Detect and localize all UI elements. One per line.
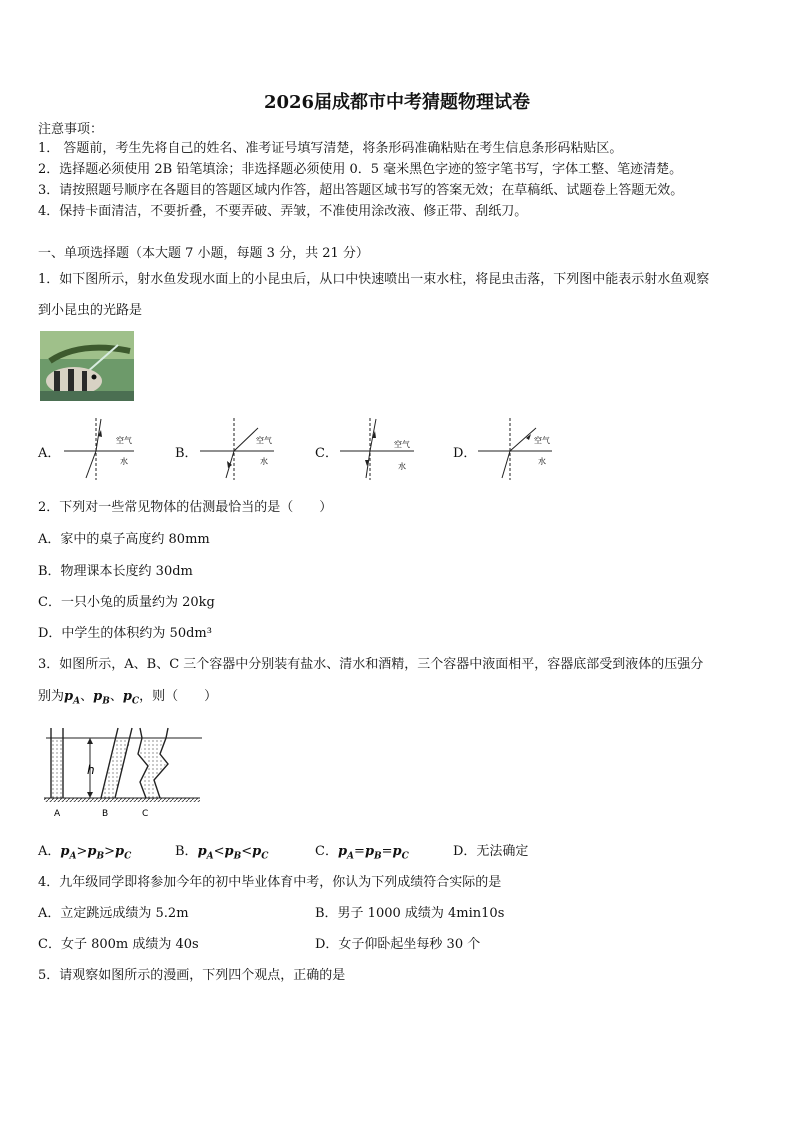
q4-option-d: D．女子仰卧起坐每秒 30 个 xyxy=(315,937,481,952)
q4-option-b: B．男子 1000 成绩为 4min10s xyxy=(315,906,505,921)
notice-item-4: 4．保持卡面清洁，不要折叠，不要弄破、弄皱，不准使用涂改液、修正带、刮纸刀。 xyxy=(38,204,528,219)
q3-option-b: B．$p_A<p_B<p_C$ xyxy=(175,844,269,862)
q1-option-b-label: B． xyxy=(175,446,198,461)
q3-option-a: A．$p_A>p_B>p_C$ xyxy=(38,844,132,862)
q2-option-d: D．中学生的体积约为 50dm³ xyxy=(38,626,212,641)
q1c-water-label: 水 xyxy=(398,462,406,471)
q1-option-d-diagram xyxy=(474,416,558,482)
q3-sep-2: 、 xyxy=(109,689,123,704)
q1-option-c-diagram xyxy=(336,416,420,482)
q2-stem: 2．下列对一些常见物体的估测最恰当的是（ ） xyxy=(38,500,333,515)
q3-pa: $p_A$ xyxy=(64,689,81,707)
q3-fig-label-a: A xyxy=(54,809,61,819)
q1a-water-label: 水 xyxy=(120,457,128,466)
q3-pc: $p_C$ xyxy=(122,689,140,707)
q3-containers-figure xyxy=(40,724,210,822)
q3-fig-label-b: B xyxy=(102,809,109,819)
q1d-water-label: 水 xyxy=(538,457,546,466)
section-heading: 一、单项选择题（本大题 7 小题，每题 3 分，共 21 分） xyxy=(38,246,369,261)
q1-option-b-diagram xyxy=(196,416,280,482)
q3-stem-line1: 3．如图所示，A、B、C 三个容器中分别装有盐水、清水和酒精，三个容器中液面相平，容器底部受到液体的压强分 xyxy=(38,657,704,672)
q3-stem-line2 xyxy=(38,688,217,711)
q1-option-d-label: D． xyxy=(453,446,477,461)
q4-option-c: C．女子 800m 成绩为 40s xyxy=(38,937,199,952)
q1-option-a-diagram xyxy=(60,416,140,482)
notice-item-3: 3．请按照题号顺序在各题目的答题区域内作答，超出答题区域书写的答案无效；在草稿纸、试题卷上答题无效。 xyxy=(38,183,684,198)
q4-stem: 4．九年级同学即将参加今年的初中毕业体育中考，你认为下列成绩符合实际的是 xyxy=(38,875,502,890)
q1-option-a-label: A． xyxy=(38,446,61,461)
q1-stem-line1: 1．如下图所示，射水鱼发现水面上的小昆虫后，从口中快速喷出一束水柱，将昆虫击落，下列图中能表示射水鱼观察 xyxy=(38,272,710,287)
q3-fig-label-c: C xyxy=(142,809,149,819)
q3-option-c: C．$p_A=p_B=p_C$ xyxy=(315,844,409,862)
q1d-air-label: 空气 xyxy=(534,436,550,445)
q1-option-c-label: C． xyxy=(315,446,338,461)
q1a-air-label: 空气 xyxy=(116,436,132,445)
q1-stem-line2: 到小昆虫的光路是 xyxy=(38,303,143,318)
q2-option-b: B．物理课本长度约 30dm xyxy=(38,564,193,579)
q1b-air-label: 空气 xyxy=(256,436,272,445)
q1b-water-label: 水 xyxy=(260,457,268,466)
q3-pb: $p_B$ xyxy=(93,689,110,707)
q3-option-d: D．无法确定 xyxy=(453,844,529,859)
q3-sep-1: 、 xyxy=(80,689,94,704)
q3-line2-prefix: 别为 xyxy=(38,689,65,704)
q2-option-a: A．家中的桌子高度约 80mm xyxy=(38,532,210,547)
q5-stem: 5．请观察如图所示的漫画，下列四个观点，正确的是 xyxy=(38,968,346,983)
notice-item-1: 1． 答题前，考生先将自己的姓名、准考证号填写清楚，将条形码准确粘贴在考生信息条形码粘贴区。 xyxy=(38,141,623,156)
notice-heading: 注意事项： xyxy=(38,122,104,137)
archer-fish-photo xyxy=(40,331,134,401)
page-title: 2026届成都市中考猜题物理试卷 xyxy=(263,92,531,113)
q3-h-label: h xyxy=(87,763,95,777)
q2-option-c: C．一只小兔的质量约为 20kg xyxy=(38,595,215,610)
notice-item-2: 2．选择题必须使用 2B 铅笔填涂；非选择题必须使用 0．5 毫米黑色字迹的签字笔书写，字体工整、笔迹清楚。 xyxy=(38,162,683,177)
q1c-air-label: 空气 xyxy=(394,440,410,449)
q4-option-a: A．立定跳远成绩为 5.2m xyxy=(38,906,189,921)
q3-line2-suffix: ，则（ ） xyxy=(139,689,218,704)
